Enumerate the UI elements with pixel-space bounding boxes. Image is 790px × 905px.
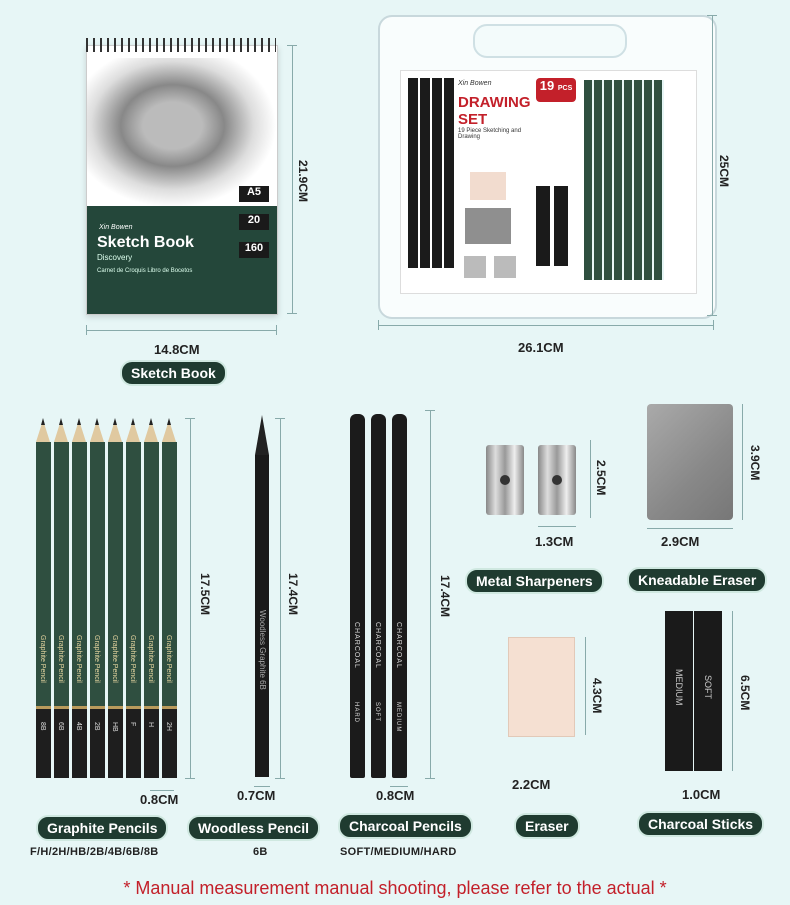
graphite-pencil-grade: 6B [57, 722, 64, 731]
metal-sharpener [538, 445, 576, 515]
charcoal-grades: SOFT/MEDIUM/HARD [340, 846, 457, 858]
drawing-set-desc: 19 Piece Sketching and Drawing [458, 128, 522, 140]
kneadable-width: 2.9CM [661, 534, 700, 549]
graphite-pencil-text: Graphite Pencil [111, 635, 118, 683]
charcoal-diameter-line [390, 786, 408, 787]
graphite-pencil-lead [95, 418, 99, 425]
graphite-diameter-line [150, 790, 174, 791]
metal-sharpener [486, 445, 524, 515]
sketch-book-label: Sketch Book [120, 360, 227, 386]
tray-sharpener [464, 256, 486, 278]
tick [185, 418, 195, 419]
sharpener-width-line [538, 526, 576, 527]
drawing-set-height: 25CM [717, 155, 731, 188]
drawing-set-title-line1: DRAWING [458, 94, 531, 111]
sketch-book-badge-size: A5 [239, 186, 269, 202]
charcoal-pencil-grade: SOFT [374, 702, 380, 722]
tick [185, 778, 195, 779]
metal-sharpeners-label: Metal Sharpeners [465, 568, 604, 594]
graphite-pencil-end [108, 709, 123, 778]
drawing-set-height-line [712, 15, 713, 315]
tick [378, 320, 379, 330]
woodless-diameter: 0.7CM [237, 788, 276, 803]
charcoal-pencil-grade: HARD [353, 702, 359, 724]
sharpener-width: 1.3CM [535, 534, 574, 549]
kneadable-height: 3.9CM [748, 445, 762, 481]
graphite-pencil-end [72, 709, 87, 778]
eraser-height-line [585, 637, 586, 735]
graphite-pencil-lead [131, 418, 135, 425]
woodless-diameter-line [254, 786, 270, 787]
woodless-pencil-label: Woodless Pencil [187, 815, 320, 841]
sticks-width: 1.0CM [682, 787, 721, 802]
graphite-pencil-text: Graphite Pencil [75, 635, 82, 683]
drawing-set-width: 26.1CM [518, 340, 564, 355]
sketch-book-image [86, 45, 278, 315]
charcoal-stick [694, 611, 722, 771]
sharpener-hole [500, 475, 510, 485]
tray-woodless-pencil [408, 78, 418, 268]
charcoal-pencil-text: CHARCOAL [395, 622, 402, 669]
drawing-set-handle [473, 24, 627, 58]
eraser-image [508, 637, 575, 737]
graphite-pencil-lead [149, 418, 153, 425]
eraser-label: Eraser [514, 813, 580, 839]
woodless-grade: 6B [253, 846, 268, 858]
drawing-set-badge [536, 78, 576, 102]
graphite-pencil-text: Graphite Pencil [39, 635, 46, 683]
graphite-pencil-end [162, 709, 177, 778]
kneadable-width-line [647, 528, 733, 529]
sticks-height: 6.5CM [738, 675, 752, 711]
sketch-book-height-line [292, 45, 293, 313]
tray-charcoal-pencil [444, 78, 454, 268]
tray-kneadable-eraser [465, 208, 511, 244]
graphite-pencil-grade: 4B [75, 722, 82, 731]
tray-charcoal-stick [554, 186, 568, 266]
graphite-pencil-grade: 2H [165, 722, 172, 731]
graphite-pencil-text: Graphite Pencil [57, 635, 64, 683]
charcoal-pencils-label: Charcoal Pencils [338, 813, 473, 839]
charcoal-length: 17.4CM [438, 575, 452, 618]
tick [86, 325, 87, 335]
graphite-grades: F/H/2H/HB/2B/4B/6B/8B [30, 846, 159, 858]
graphite-pencil-lead [113, 418, 117, 425]
woodless-length-line [280, 418, 281, 778]
tick [275, 778, 285, 779]
sketch-book-cover-lang: Carnet de Croquis Libro de Bocetos [97, 268, 193, 274]
charcoal-stick [665, 611, 693, 771]
graphite-pencil-grade: 2B [93, 722, 100, 731]
drawing-set-width-line [378, 325, 713, 326]
graphite-pencil-grade: H [147, 722, 154, 728]
graphite-length: 17.5CM [198, 573, 212, 616]
graphite-diameter: 0.8CM [140, 792, 179, 807]
tick [425, 778, 435, 779]
tick [707, 15, 717, 16]
charcoal-diameter: 0.8CM [376, 788, 415, 803]
graphite-pencil-end [126, 709, 141, 778]
drawing-set-count: 19 [539, 78, 555, 93]
charcoal-stick-label: MEDIUM [674, 669, 684, 706]
tick [707, 315, 717, 316]
kneadable-height-line [742, 404, 743, 520]
tray-sharpener [494, 256, 516, 278]
sketch-book-badge-sheets: 20 [239, 214, 269, 230]
charcoal-length-line [430, 410, 431, 778]
sticks-height-line [732, 611, 733, 771]
graphite-pencil-text: Graphite Pencil [93, 635, 100, 683]
sketch-book-cover-title: Sketch Book [97, 234, 194, 251]
kneadable-eraser-label: Kneadable Eraser [627, 567, 767, 593]
woodless-pencil-text: Woodless Graphite 6B [258, 610, 267, 690]
sketch-book-width-line [86, 330, 276, 331]
tick [287, 45, 297, 46]
graphite-pencil-text: Graphite Pencil [165, 635, 172, 683]
sharpener-height-line [590, 440, 591, 518]
graphite-pencil-grade: 8B [39, 722, 46, 731]
tick [713, 320, 714, 330]
drawing-set-title [458, 94, 531, 128]
graphite-length-line [190, 418, 191, 778]
graphite-pencil-text: Graphite Pencil [147, 635, 154, 683]
graphite-pencil-text: Graphite Pencil [129, 635, 136, 683]
graphite-pencils-label: Graphite Pencils [36, 815, 168, 841]
graphite-pencil-end [36, 709, 51, 778]
graphite-pencil-grade: HB [111, 722, 118, 732]
sketch-book-badge-gsm: 160 [239, 242, 269, 258]
graphite-pencil-lead [59, 418, 63, 425]
charcoal-pencil-grade: MEDIUM [395, 702, 401, 733]
sketch-book-height: 21.9CM [296, 160, 310, 203]
drawing-set-title-line2: SET [458, 111, 488, 128]
sharpener-height: 2.5CM [594, 460, 608, 496]
charcoal-sticks-label: Charcoal Sticks [637, 811, 764, 837]
tray-graphite-pencils [584, 80, 664, 280]
kneadable-eraser-image [647, 404, 733, 520]
tray-charcoal-stick [536, 186, 550, 266]
graphite-pencil-lead [41, 418, 45, 425]
tick [425, 410, 435, 411]
graphite-pencil-end [144, 709, 159, 778]
eraser-height: 4.3CM [590, 678, 604, 714]
drawing-set-brand: Xin Bowen [458, 80, 492, 87]
tick [275, 418, 285, 419]
charcoal-pencil [350, 414, 365, 778]
tray-eraser [470, 172, 506, 200]
charcoal-pencil [371, 414, 386, 778]
sketch-book-width: 14.8CM [154, 342, 200, 357]
graphite-pencil-end [54, 709, 69, 778]
tick [276, 325, 277, 335]
sharpener-hole [552, 475, 562, 485]
woodless-length: 17.4CM [286, 573, 300, 616]
drawing-set-unit: PCS [557, 85, 573, 92]
charcoal-pencil-text: CHARCOAL [374, 622, 381, 669]
footer-disclaimer: * Manual measurement manual shooting, please refer to the actual * [123, 878, 667, 898]
graphite-pencil-end [90, 709, 105, 778]
graphite-pencil-grade: F [129, 722, 136, 727]
graphite-pencil-lead [167, 418, 171, 425]
eraser-width: 2.2CM [512, 777, 551, 792]
charcoal-pencil-text: CHARCOAL [353, 622, 360, 669]
sketch-book-spiral [86, 38, 276, 52]
woodless-tip [255, 415, 269, 455]
sketch-book-brand: Xin Bowen [99, 224, 133, 231]
graphite-pencil-lead [77, 418, 81, 425]
tray-charcoal-pencil [420, 78, 430, 268]
tick [287, 313, 297, 314]
charcoal-stick-label: SOFT [703, 675, 713, 699]
tray-charcoal-pencil [432, 78, 442, 268]
sketch-book-cover-subtitle: Discovery [97, 253, 133, 262]
